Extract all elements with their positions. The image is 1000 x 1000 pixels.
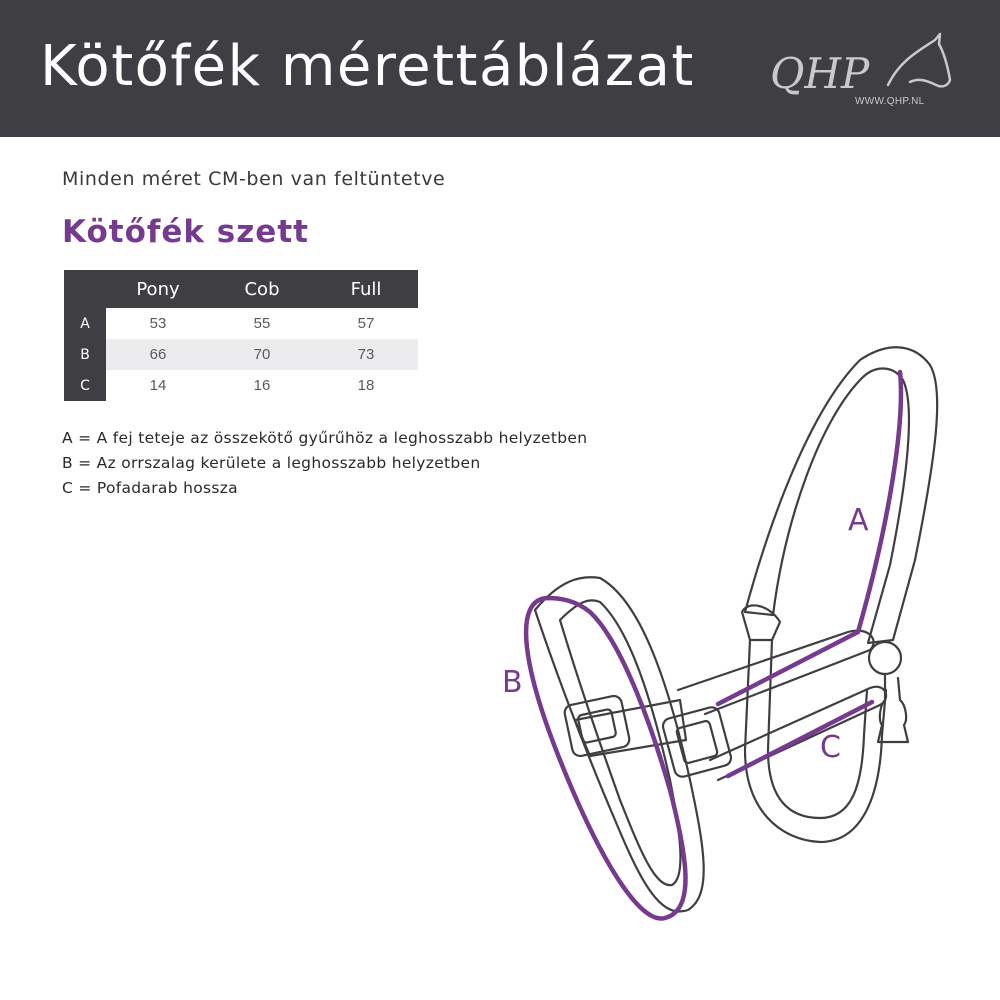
table-cell: 73 [314, 339, 418, 370]
table-cell: 14 [149, 377, 167, 394]
legend-item-b: B = Az orrszalag kerülete a leghosszabb helyzetben [62, 454, 481, 472]
buckle-right-inner [676, 720, 718, 764]
noseband-inner [560, 600, 680, 885]
units-note: Minden méret CM-ben van feltüntetve [62, 168, 446, 190]
row-label: A [64, 308, 106, 339]
column-header-pony: Pony [106, 270, 210, 308]
table-cell: 57 [357, 315, 375, 332]
crown-strap [745, 347, 937, 643]
table-cell: 70 [210, 339, 314, 370]
section-title: Kötőfék szett [62, 214, 309, 250]
table-cell: 53 [149, 315, 167, 332]
row-label: B [64, 339, 106, 370]
table-cell: 16 [253, 377, 271, 394]
diagram-label-b: B [502, 665, 523, 700]
throat-ring [869, 642, 901, 674]
legend-item-a: A = A fej teteje az összekötő gyűrűhöz a leghosszabb helyzetben [62, 429, 588, 447]
legend-item-c: C = Pofadarab hossza [62, 479, 238, 497]
logo-url: WWW.QHP.NL [855, 96, 925, 107]
column-header-cob: Cob [210, 270, 314, 308]
row-label: C [64, 370, 106, 401]
table-cell: 18 [357, 377, 375, 394]
column-header-full: Full [314, 270, 418, 308]
table-cell: 55 [253, 315, 271, 332]
buckle-left [563, 695, 631, 758]
measure-line-a [718, 372, 901, 704]
page-title: Kötőfék mérettáblázat [40, 34, 695, 99]
measure-line-c [728, 702, 872, 776]
logo-text: QHP [770, 49, 870, 98]
diagram-label-c: C [820, 730, 841, 765]
diagram-label-a: A [848, 503, 869, 538]
table-cell: 66 [106, 339, 210, 370]
